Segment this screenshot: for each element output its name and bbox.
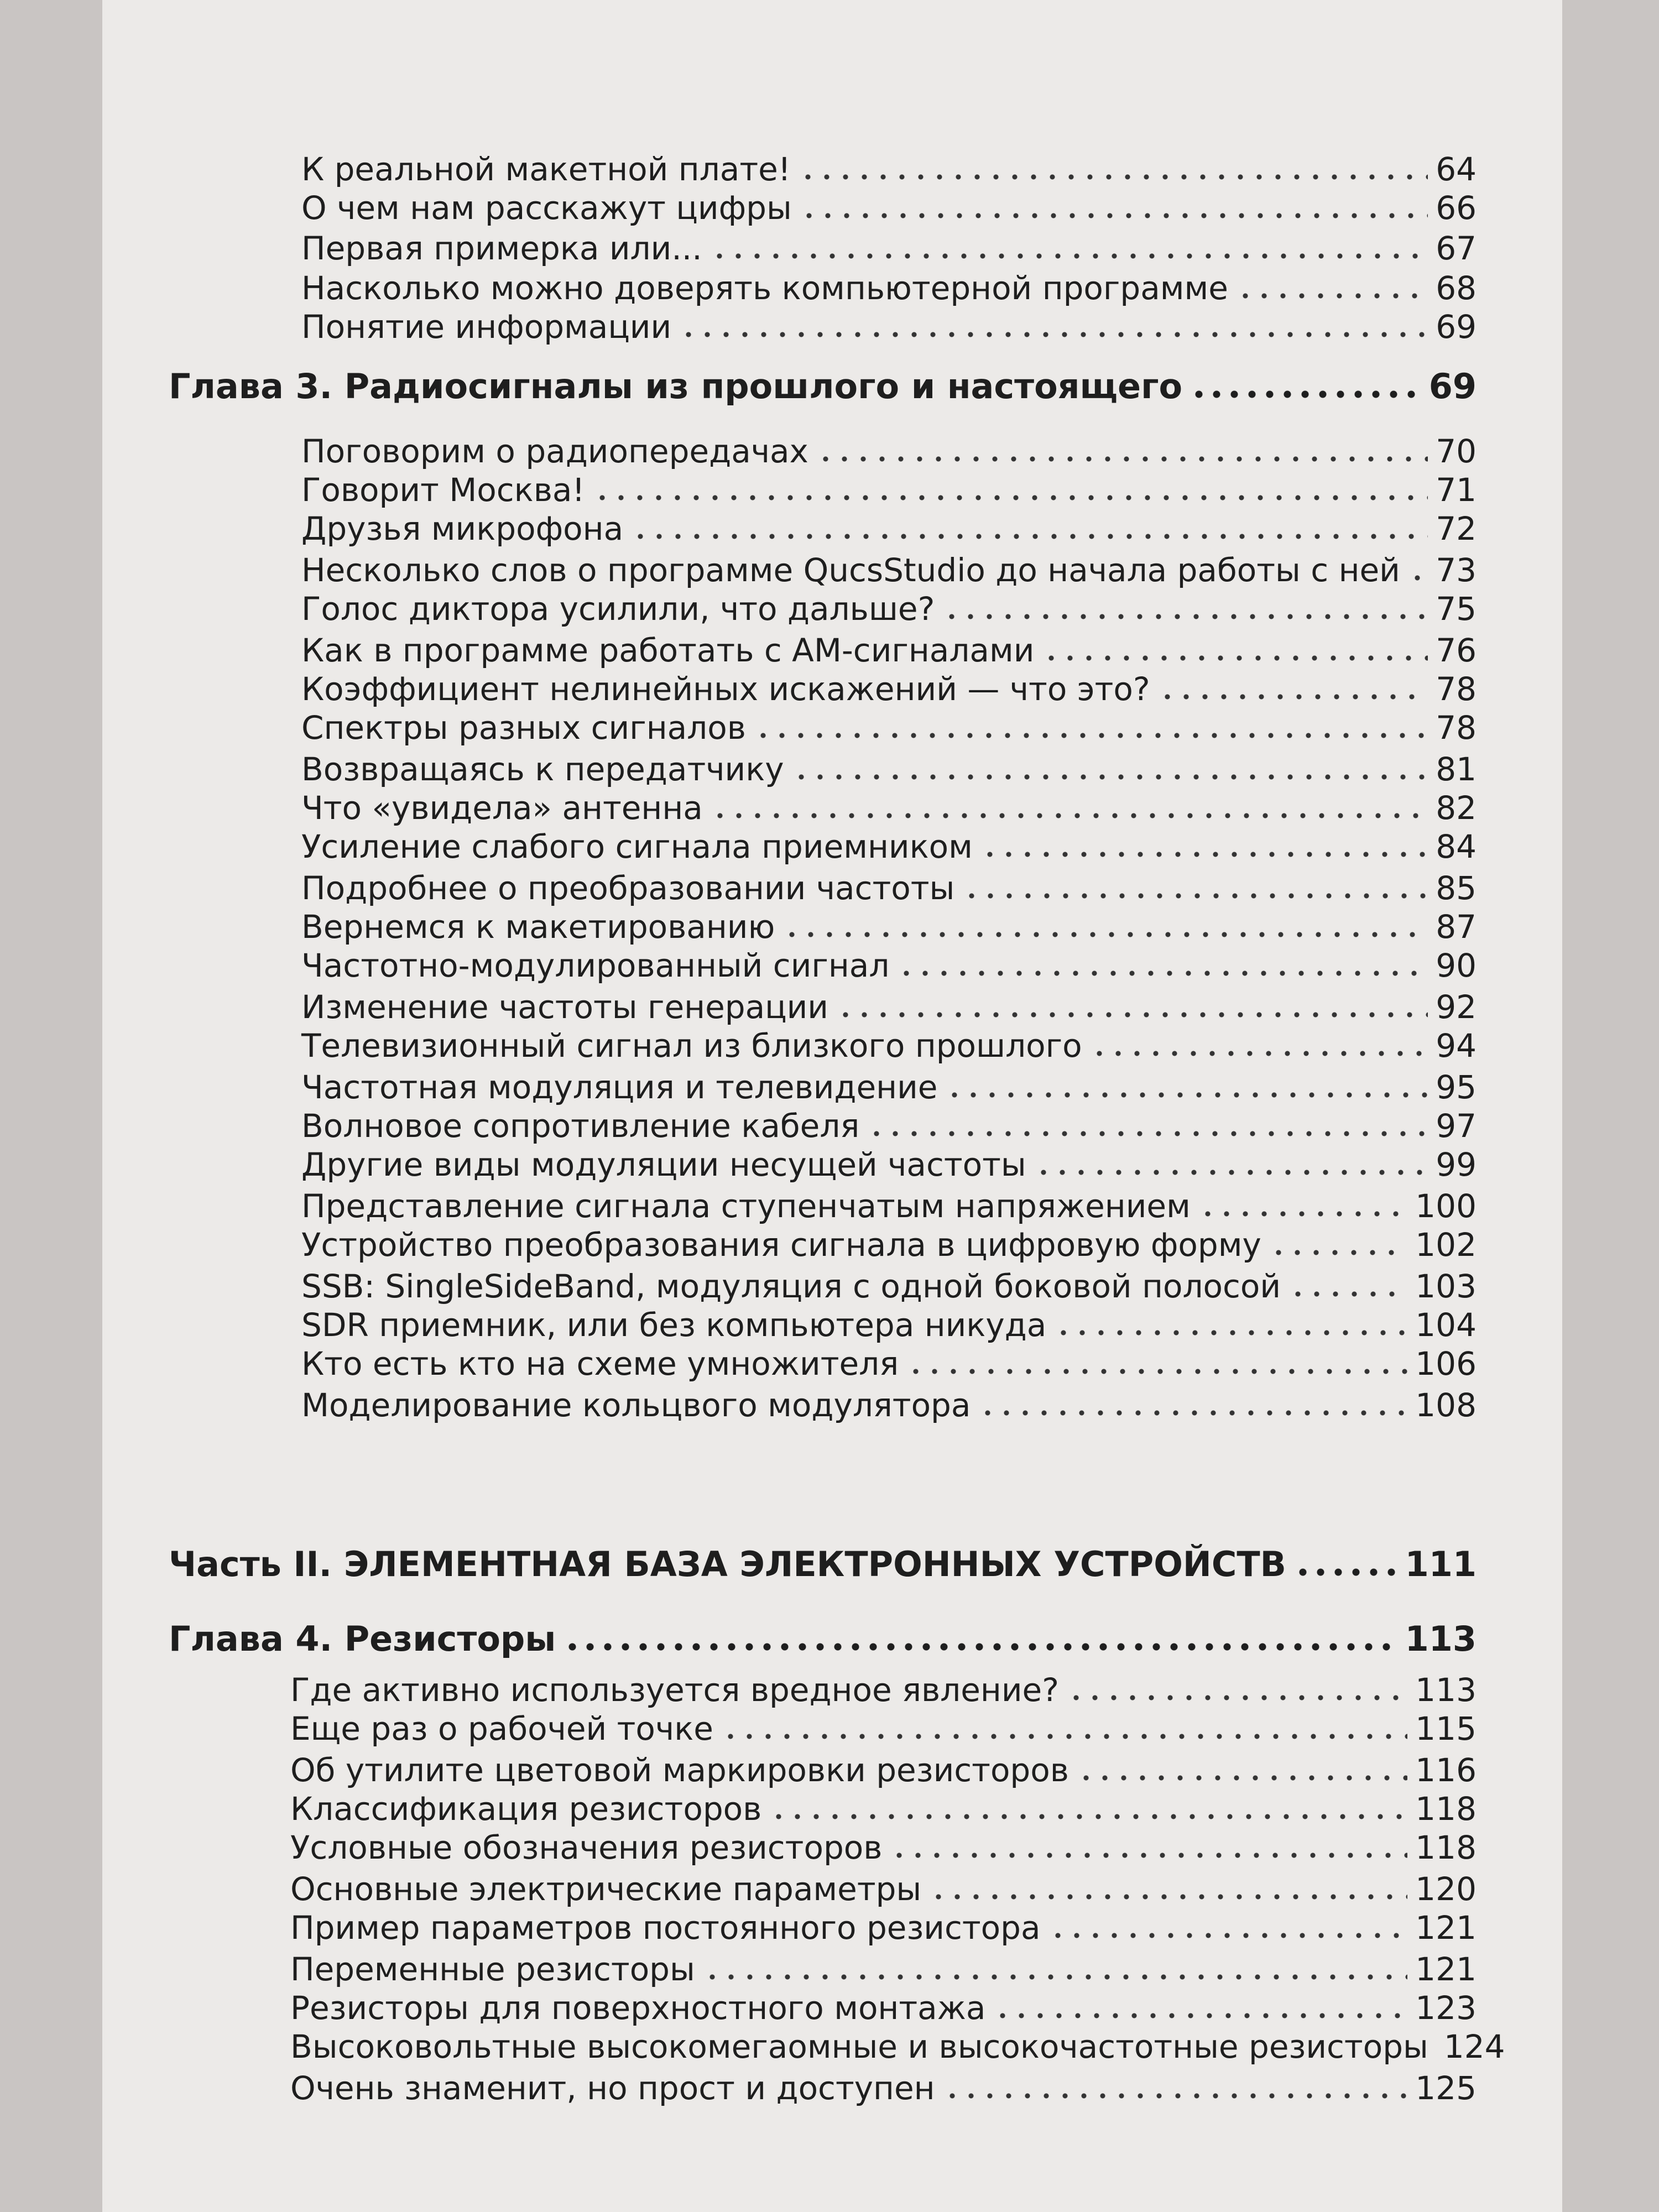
toc-page-number: 92 <box>1436 988 1477 1026</box>
toc-page-number: 104 <box>1415 1306 1477 1344</box>
toc-entry-row <box>301 545 1477 589</box>
toc-page-number: 64 <box>1436 150 1477 188</box>
dot-leader <box>945 1092 1428 1098</box>
toc-title: Спектры разных сигналов <box>301 709 746 747</box>
toc-title: Несколько слов о программе QucsStudio до начала работы с ней <box>301 551 1400 589</box>
toc-page-number: 123 <box>1415 1989 1477 2027</box>
toc-entry-row <box>301 1020 1477 1065</box>
toc-page-number: 66 <box>1436 189 1477 227</box>
toc-entry-row <box>290 1745 1477 1789</box>
toc-title: Классификация резисторов <box>290 1790 762 1828</box>
toc-entry-row <box>290 1864 1477 1908</box>
toc-page-number: 75 <box>1436 590 1477 628</box>
toc-page-number: 113 <box>1405 1619 1477 1659</box>
toc-entry-row <box>301 1380 1477 1424</box>
toc-page-number: 111 <box>1405 1544 1477 1584</box>
toc-entry-row <box>301 223 1477 267</box>
toc-page-number: 70 <box>1436 432 1477 470</box>
toc-title: Голос диктора усилили, что дальше? <box>301 590 935 628</box>
toc-title: Представление сигнала ступенчатым напряжением <box>301 1187 1191 1225</box>
dot-leader <box>1190 390 1421 399</box>
toc-entry-row <box>301 1181 1477 1225</box>
dot-leader <box>593 494 1428 501</box>
toc-entry-row <box>290 1703 1477 1747</box>
toc-page-number: 102 <box>1415 1226 1477 1264</box>
toc-title: Глава 4. Резисторы <box>169 1619 556 1659</box>
toc-title: Частотно-модулированный сигнал <box>301 947 890 984</box>
toc-page-number: 68 <box>1436 269 1477 307</box>
toc-page-number: 121 <box>1415 1909 1477 1947</box>
toc-page-number: 90 <box>1436 947 1477 984</box>
toc-entry-row <box>301 1338 1477 1383</box>
toc-entry-row <box>301 982 1477 1026</box>
toc-entry-row <box>290 1944 1477 1988</box>
toc-title: О чем нам расскажут цифры <box>301 189 792 227</box>
toc-entry-row <box>301 426 1477 470</box>
dot-leader <box>800 212 1428 219</box>
toc-page-number: 76 <box>1436 632 1477 669</box>
toc-title: Коэффициент нелинейных искажений — что это? <box>301 670 1150 708</box>
toc-page-number: 97 <box>1436 1107 1477 1145</box>
toc-page-number: 73 <box>1436 551 1477 589</box>
dot-leader <box>1158 693 1428 700</box>
toc-page-number: 100 <box>1415 1187 1477 1225</box>
dot-leader <box>1269 1249 1407 1256</box>
toc-page-number: 84 <box>1436 828 1477 865</box>
toc-title: Говорит Москва! <box>301 471 585 509</box>
toc-page-number: 121 <box>1415 1950 1477 1988</box>
toc-entry-row <box>301 625 1477 669</box>
dot-leader <box>799 174 1428 180</box>
dot-leader <box>1294 1568 1397 1577</box>
toc-entry-row <box>301 782 1477 827</box>
toc-entry-row <box>301 465 1477 509</box>
dot-leader <box>1288 1291 1407 1297</box>
toc-page-number: 69 <box>1428 366 1477 406</box>
toc-chapter-row <box>169 1615 1477 1659</box>
toc-title: Часть II. ЭЛЕМЕНТНАЯ БАЗА ЭЛЕКТРОННЫХ УСТРОЙСТВ <box>169 1544 1286 1584</box>
toc-entry-row <box>290 2063 1477 2107</box>
toc-entry-row <box>301 263 1477 307</box>
dot-leader <box>711 812 1428 819</box>
dot-leader <box>962 893 1428 899</box>
toc-title: Что «увидела» антенна <box>301 789 703 827</box>
toc-page-number: 118 <box>1415 1790 1477 1828</box>
dot-leader <box>1034 1169 1428 1176</box>
toc-page-number: 69 <box>1436 308 1477 346</box>
toc-page-number: 82 <box>1436 789 1477 827</box>
toc-page-number: 78 <box>1436 670 1477 708</box>
toc-entry-row <box>301 702 1477 747</box>
dot-leader <box>703 1974 1407 1980</box>
toc-entry-row <box>301 1261 1477 1305</box>
toc-title: Изменение частоты генерации <box>301 988 828 1026</box>
dot-leader <box>564 1642 1397 1651</box>
dot-leader <box>1042 655 1428 661</box>
toc-page-number: 72 <box>1436 510 1477 547</box>
dot-leader <box>897 970 1428 977</box>
toc-title: Возвращаясь к передатчику <box>301 750 784 788</box>
toc-entry-row <box>290 2021 1505 2065</box>
dot-leader <box>679 331 1428 338</box>
toc-entry-row <box>290 1983 1477 2027</box>
toc-entry-row <box>301 182 1477 227</box>
toc-title: Глава 3. Радиосигналы из прошлого и настоящего <box>169 366 1183 406</box>
toc-entry-row <box>301 863 1477 907</box>
dot-leader <box>942 613 1428 620</box>
dot-leader <box>1198 1211 1407 1217</box>
toc-title: Резисторы для поверхностного монтажа <box>290 1989 986 2027</box>
toc-title: Усиление слабого сигнала приемником <box>301 828 973 865</box>
toc-page-number: 118 <box>1415 1829 1477 1866</box>
toc-entry-row <box>301 1219 1477 1264</box>
toc-title: Еще раз о рабочей точке <box>290 1710 713 1747</box>
toc-entry-row <box>301 144 1477 188</box>
dot-leader <box>993 2012 1407 2019</box>
toc-title: Друзья микрофона <box>301 510 624 547</box>
toc-page-number: 95 <box>1436 1068 1477 1106</box>
toc-entry-row <box>290 1665 1477 1709</box>
toc-entry-row <box>301 744 1477 788</box>
toc-page-number: 71 <box>1436 471 1477 509</box>
dot-leader <box>769 1813 1407 1820</box>
toc-page-number: 108 <box>1415 1386 1477 1424</box>
dot-leader <box>721 1733 1407 1740</box>
toc-entry-row <box>301 1062 1477 1106</box>
toc-title: Насколько можно доверять компьютерной программе <box>301 269 1228 307</box>
dot-leader <box>1077 1775 1407 1781</box>
dot-leader <box>1090 1050 1428 1057</box>
dot-leader <box>906 1368 1407 1375</box>
dot-leader <box>1067 1694 1407 1701</box>
toc-title: К реальной макетной плате! <box>301 150 791 188</box>
toc-title: Вернемся к макетированию <box>301 908 775 946</box>
toc-entry-row <box>290 1783 1477 1828</box>
dot-leader <box>754 732 1428 739</box>
toc-title: Понятие информации <box>301 308 672 346</box>
toc-entry-row <box>301 821 1477 865</box>
dot-leader <box>782 931 1428 938</box>
toc-page-number: 125 <box>1415 2069 1477 2107</box>
dot-leader <box>1408 575 1428 581</box>
dot-leader <box>929 1893 1407 1900</box>
toc-title: Телевизионный сигнал из близкого прошлого <box>301 1027 1082 1065</box>
toc-page-number: 113 <box>1415 1671 1477 1709</box>
toc-page-number: 103 <box>1415 1267 1477 1305</box>
dot-leader <box>816 456 1428 462</box>
dot-leader <box>1048 1932 1408 1939</box>
toc-entry-row <box>301 583 1477 628</box>
toc-title: Кто есть кто на схеме умножителя <box>301 1345 899 1383</box>
toc-entry-row <box>301 301 1477 346</box>
toc-title: Поговорим о радиопередачах <box>301 432 808 470</box>
toc-title: Волновое сопротивление кабеля <box>301 1107 860 1145</box>
toc-chapter-row <box>169 1540 1477 1584</box>
toc-entry-row <box>301 1139 1477 1183</box>
dot-leader <box>978 1410 1407 1416</box>
toc-page-number: 81 <box>1436 750 1477 788</box>
dot-leader <box>1236 293 1428 299</box>
toc-page-number: 120 <box>1415 1870 1477 1908</box>
toc-entry-row <box>290 1902 1477 1947</box>
toc-page-number: 78 <box>1436 709 1477 747</box>
toc-title: Устройство преобразования сигнала в цифровую форму <box>301 1226 1261 1264</box>
toc-page-number: 85 <box>1436 869 1477 907</box>
toc-title: Условные обозначения резисторов <box>290 1829 883 1866</box>
toc-page-number: 115 <box>1415 1710 1477 1747</box>
dot-leader <box>792 774 1428 780</box>
dot-leader <box>890 1852 1407 1859</box>
toc-title: Об утилите цветовой маркировки резисторов <box>290 1751 1069 1789</box>
toc-title: Высоковольтные высокомегаомные и высокочастотные резисторы <box>290 2028 1428 2065</box>
dot-leader <box>980 851 1428 858</box>
toc-entry-row <box>301 901 1477 946</box>
dot-leader <box>867 1130 1428 1137</box>
toc-chapter-row <box>169 362 1477 406</box>
toc-page-number: 67 <box>1436 229 1477 267</box>
toc-entry-row <box>290 1822 1477 1866</box>
toc-title: Другие виды модуляции несущей частоты <box>301 1146 1026 1183</box>
toc-page-number: 106 <box>1415 1345 1477 1383</box>
toc-entry-row <box>301 503 1477 547</box>
toc-title: SDR приемник, или без компьютера никуда <box>301 1306 1047 1344</box>
dot-leader <box>836 1011 1428 1018</box>
toc-title: SSB: SingleSideBand, модуляция с одной боковой полосой <box>301 1267 1281 1305</box>
toc-entry-row <box>301 1100 1477 1145</box>
dot-leader <box>710 253 1428 259</box>
toc-title: Очень знаменит, но прост и доступен <box>290 2069 935 2107</box>
toc-title: Переменные резисторы <box>290 1950 695 1988</box>
toc-title: Пример параметров постоянного резистора <box>290 1909 1041 1947</box>
toc-title: Частотная модуляция и телевидение <box>301 1068 938 1106</box>
toc-title: Основные электрические параметры <box>290 1870 922 1908</box>
dot-leader <box>1054 1329 1407 1336</box>
toc-title: Где активно используется вредное явление? <box>290 1671 1059 1709</box>
toc-entry-row <box>301 664 1477 708</box>
toc-title: Моделирование кольцвого модулятора <box>301 1386 971 1424</box>
dot-leader <box>631 533 1428 540</box>
toc-page-number: 94 <box>1436 1027 1477 1065</box>
toc-title: Как в программе работать с АМ-сигналами <box>301 632 1035 669</box>
toc-entry-row <box>301 1300 1477 1344</box>
toc-page-number: 124 <box>1443 2028 1505 2065</box>
toc-title: Первая примерка или... <box>301 229 702 267</box>
toc-title: Подробнее о преобразовании частоты <box>301 869 955 907</box>
toc-page-number: 99 <box>1436 1146 1477 1183</box>
toc-page-number: 87 <box>1436 908 1477 946</box>
dot-leader <box>943 2093 1408 2099</box>
toc-page-number: 116 <box>1415 1751 1477 1789</box>
toc-entry-row <box>301 940 1477 984</box>
